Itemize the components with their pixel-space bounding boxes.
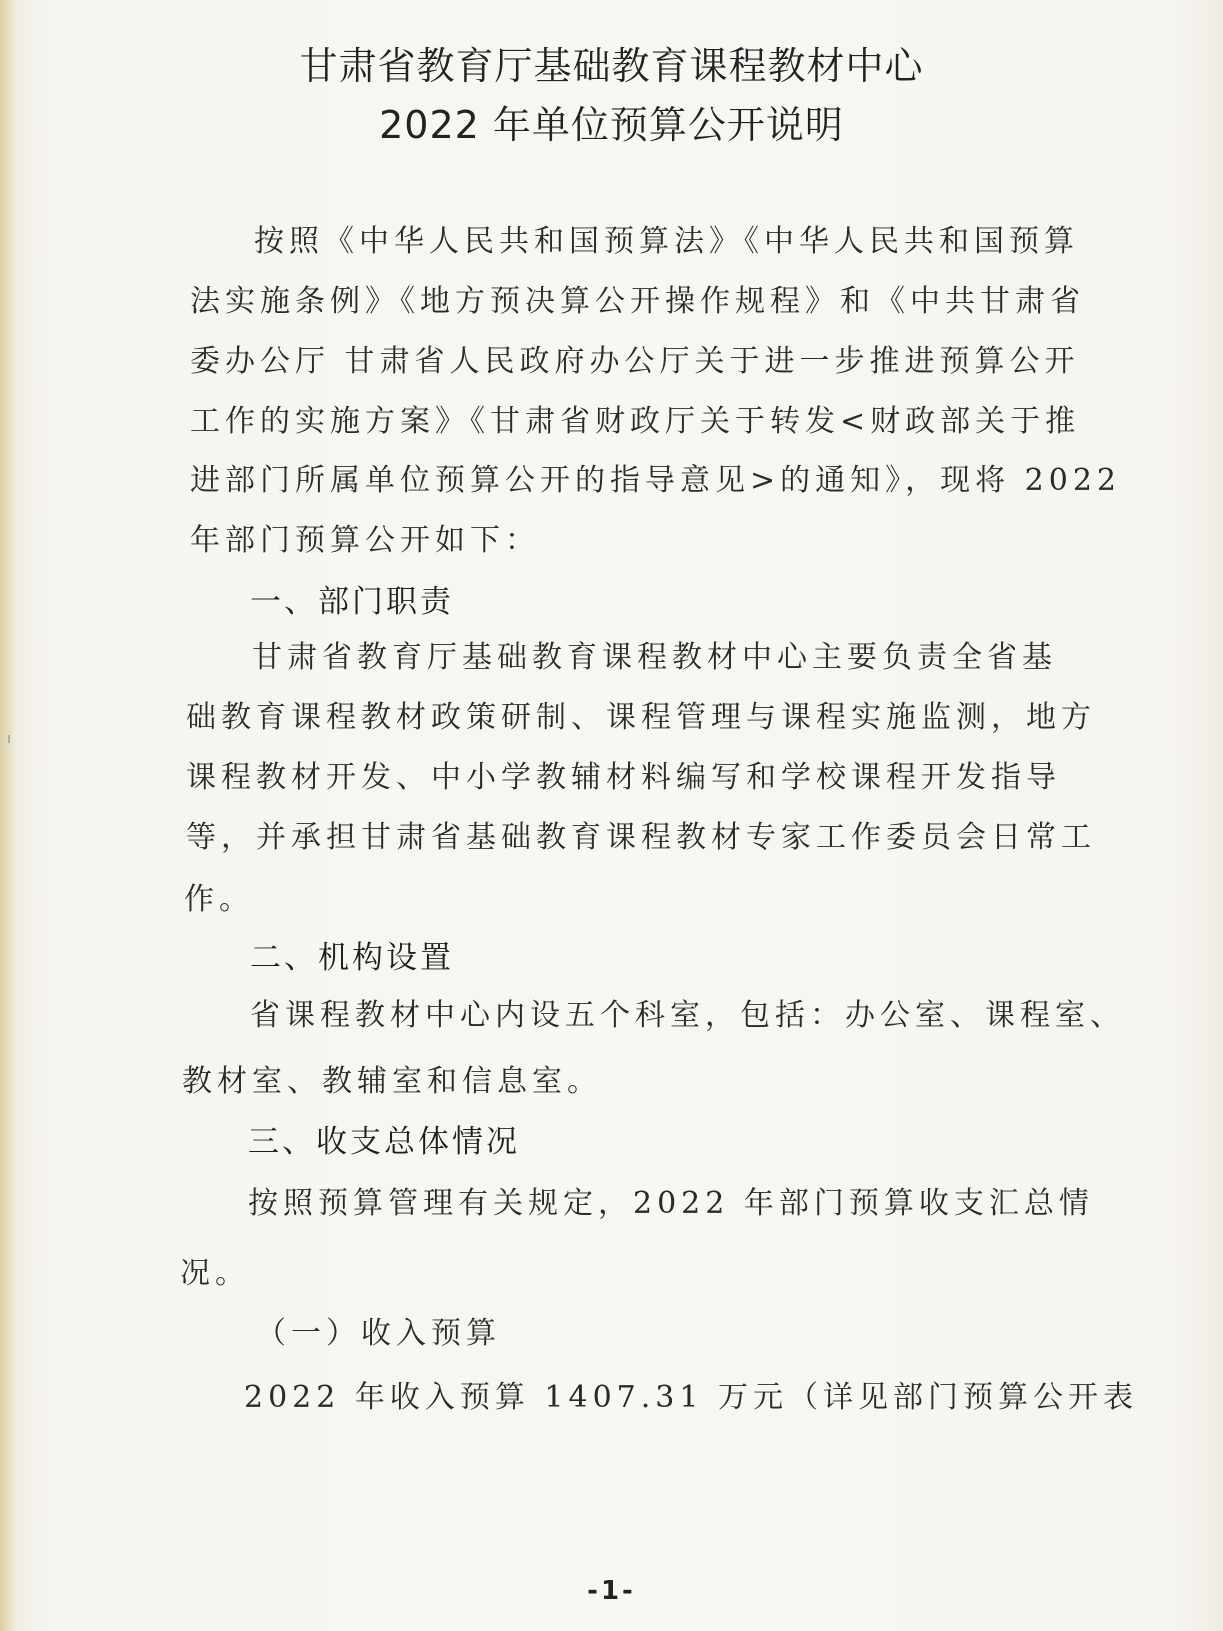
budget-overview-line: 按照预算管理有关规定，2022 年部门预算收支汇总情 (248, 1186, 1094, 1221)
duties-line: 甘肃省教育厅基础教育课程教材中心主要负责全省基 (252, 640, 1057, 675)
intro-line: 按照《中华人民共和国预算法》《中华人民共和国预算 (254, 224, 1079, 259)
document-title-line1: 甘肃省教育厅基础教育课程教材中心 (299, 44, 924, 88)
duties-line: 作。 (184, 882, 254, 917)
organization-line: 省课程教材中心内设五个科室，包括：办公室、课程室、 (250, 998, 1125, 1033)
duties-line: 课程教材开发、中小学教辅材料编写和学校课程开发指导 (186, 760, 1061, 795)
section-heading-organization: 二、机构设置 (250, 940, 454, 976)
section-heading-duties: 一、部门职责 (250, 584, 454, 620)
intro-line: 工作的实施方案》《甘肃省财政厅关于转发<财政部关于推 (190, 404, 1081, 439)
page-edge-shadow (0, 0, 16, 1631)
duties-line: 础教育课程教材政策研制、课程管理与课程实施监测，地方 (186, 700, 1096, 735)
intro-line: 委办公厅 甘肃省人民政府办公厅关于进一步推进预算公开 (190, 344, 1080, 379)
duties-line: 等，并承担甘肃省基础教育课程教材专家工作委员会日常工 (186, 820, 1096, 855)
intro-line: 法实施条例》《地方预决算公开操作规程》和《中共甘肃省 (190, 284, 1085, 319)
section-heading-budget-overview: 三、收支总体情况 (248, 1124, 520, 1160)
page-number: -1- (587, 1576, 636, 1606)
scan-mark (8, 735, 10, 743)
intro-line: 进部门所属单位预算公开的指导意见>的通知》，现将 2022 (190, 463, 1122, 498)
organization-line: 教材室、教辅室和信息室。 (182, 1064, 602, 1099)
budget-overview-line: 况。 (180, 1256, 250, 1291)
document-title-line2: 2022 年单位预算公开说明 (379, 103, 844, 147)
income-budget-line: 2022 年收入预算 1407.31 万元（详见部门预算公开表 (244, 1380, 1139, 1415)
sub-heading-income-budget: （一）收入预算 (256, 1316, 501, 1351)
intro-line: 年部门预算公开如下： (190, 523, 540, 558)
